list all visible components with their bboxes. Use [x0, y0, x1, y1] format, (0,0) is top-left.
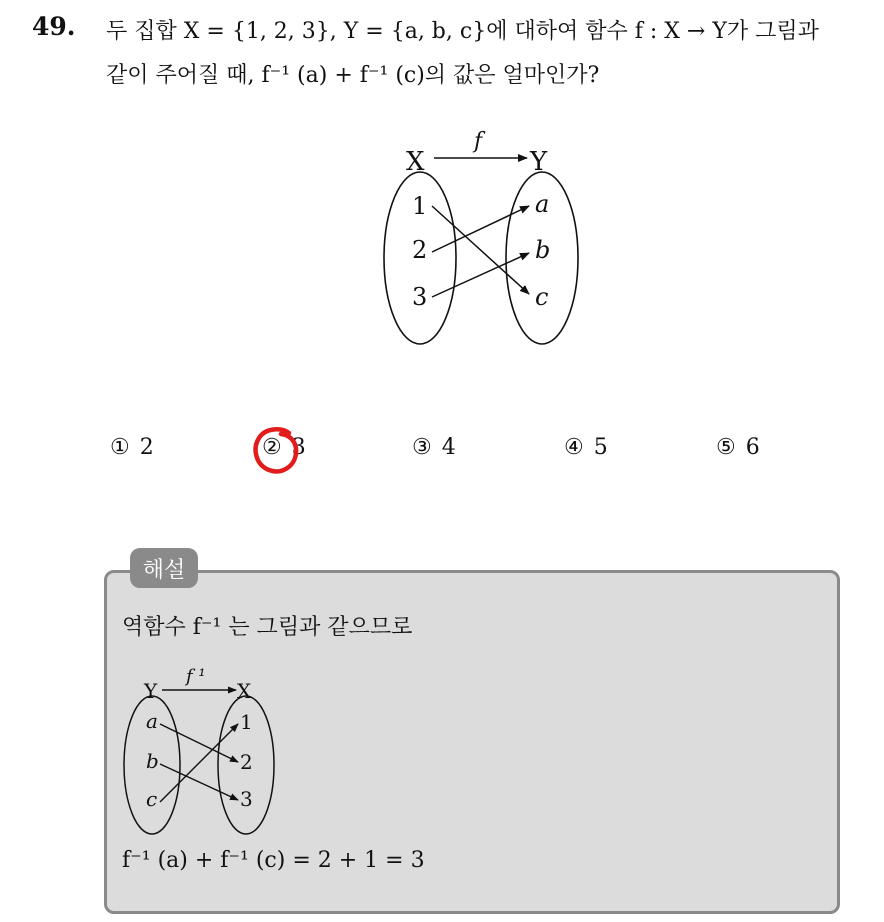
inverse-mapping-arrow	[160, 724, 238, 762]
solution-text: 역함수 f⁻¹ 는 그림과 같으므로	[122, 615, 413, 640]
choice-number: ③	[412, 435, 432, 460]
choice-value: 2	[139, 435, 154, 460]
domain-item: 2	[412, 236, 428, 264]
inverse-mapping-arrow	[160, 764, 238, 800]
choice-number: ②	[262, 435, 282, 460]
choice-value: 6	[745, 435, 760, 460]
choice-value: 3	[291, 435, 306, 460]
domain-item: 3	[412, 283, 428, 311]
inverse-domain-label: Y	[144, 679, 158, 703]
choice-number: ⑤	[716, 435, 736, 460]
solution-equation: f⁻¹ (a) + f⁻¹ (c) = 2 + 1 = 3	[122, 848, 425, 873]
choice-number: ①	[110, 435, 130, 460]
domain-label: X	[406, 147, 425, 177]
inverse-codomain-item: 2	[240, 750, 253, 774]
inverse-domain-item: b	[146, 749, 159, 773]
inverse-mapping-arrow	[160, 724, 238, 802]
question-text-line2: 같이 주어질 때, f⁻¹ (a) + f⁻¹ (c)의 값은 얼마인가?	[106, 63, 600, 88]
inverse-function-label: f ¹	[186, 666, 206, 687]
domain-item: 1	[412, 192, 428, 220]
codomain-item: b	[535, 236, 551, 264]
inverse-domain-item: c	[146, 787, 158, 811]
inverse-codomain-label: X	[237, 679, 252, 703]
codomain-item: c	[535, 283, 549, 311]
inverse-domain-item: a	[146, 709, 158, 733]
inverse-codomain-item: 1	[240, 710, 253, 734]
solution-tag: 해설	[130, 548, 198, 588]
choice-value: 5	[593, 435, 608, 460]
question-text-line1: 두 집합 X = {1, 2, 3}, Y = {a, b, c}에 대하여 함수 f : X → Y가 그림과	[106, 19, 819, 44]
codomain-label: Y	[530, 147, 548, 177]
choice-number: ④	[564, 435, 584, 460]
question-number: 49.	[32, 12, 76, 41]
function-label: f	[474, 129, 483, 154]
choice-value: 4	[441, 435, 456, 460]
inverse-codomain-item: 3	[240, 787, 253, 811]
codomain-item: a	[535, 190, 550, 218]
